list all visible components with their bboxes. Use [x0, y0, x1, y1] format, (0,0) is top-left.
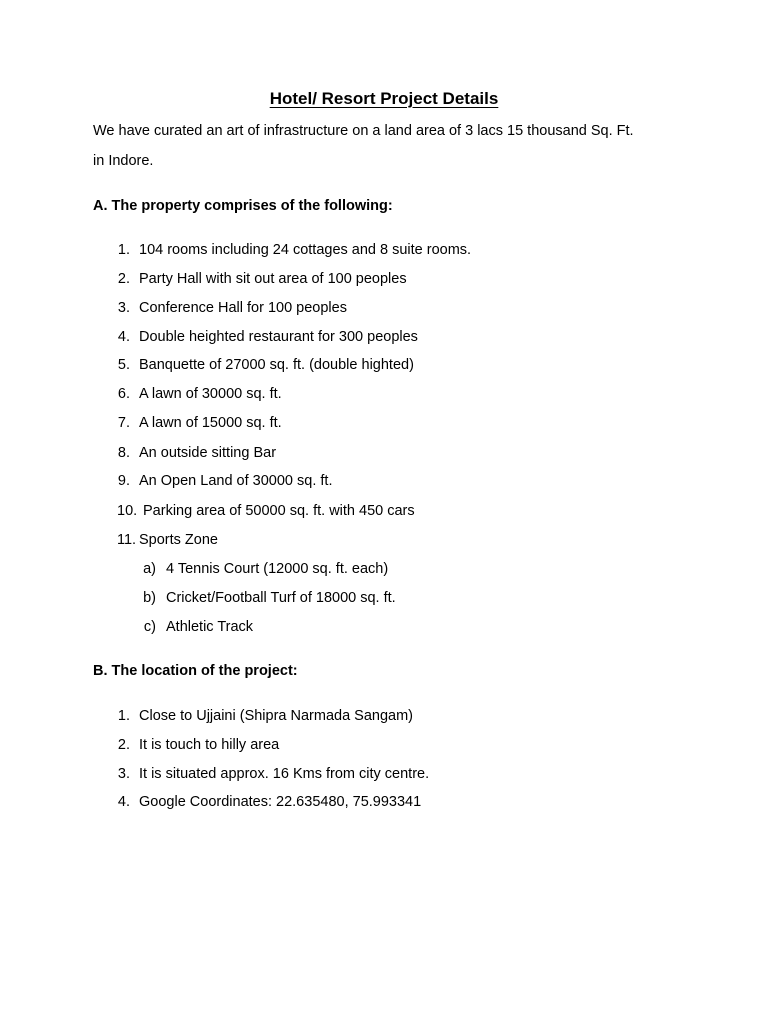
list-item-text: An Open Land of 30000 sq. ft.: [139, 473, 333, 489]
list-item-text: Google Coordinates: 22.635480, 75.993341: [139, 794, 422, 810]
document-title: Hotel/ Resort Project Details: [269, 89, 499, 108]
list-item-text: It is touch to hilly area: [139, 737, 280, 753]
list-item-number: 11.: [117, 532, 137, 548]
list-item-text: An outside sitting Bar: [139, 445, 277, 461]
list-item-number: 3.: [117, 766, 130, 782]
list-item-number: 2.: [117, 271, 130, 287]
list-item-text: A lawn of 15000 sq. ft.: [139, 415, 282, 431]
list-item-text: Sports Zone: [139, 532, 218, 548]
list-item-text: Double heighted restaurant for 300 peoples: [139, 329, 418, 345]
sub-list-item-text: Athletic Track: [166, 619, 254, 635]
list-item-number: 7.: [117, 415, 130, 431]
list-item-text: Party Hall with sit out area of 100 peoples: [139, 271, 407, 287]
intro-line-1: We have curated an art of infrastructure on a land area of 3 lacs 15 thousand Sq. Ft.: [93, 123, 634, 139]
list-item-number: 1.: [117, 242, 130, 258]
list-item-text: Conference Hall for 100 peoples: [139, 300, 347, 316]
list-item-number: 3.: [117, 300, 130, 316]
sub-list-item-letter: b): [143, 590, 156, 606]
section-b-heading: B. The location of the project:: [93, 663, 298, 679]
list-item-number: 9.: [117, 473, 130, 489]
list-item-text: 104 rooms including 24 cottages and 8 suite rooms.: [139, 242, 472, 258]
intro-line-2: in Indore.: [93, 153, 154, 169]
sub-list-item-letter: c): [143, 619, 156, 635]
sub-list-item-text: 4 Tennis Court (12000 sq. ft. each): [166, 561, 389, 577]
list-item-number: 4.: [117, 329, 130, 345]
list-item-number: 6.: [117, 386, 130, 402]
list-item-text: Parking area of 50000 sq. ft. with 450 cars: [143, 503, 415, 519]
list-item-number: 4.: [117, 794, 130, 810]
list-item-text: Banquette of 27000 sq. ft. (double highted): [139, 357, 414, 373]
list-item-number: 8.: [117, 445, 130, 461]
list-item-number: 10.: [117, 503, 138, 519]
list-item-number: 5.: [117, 357, 130, 373]
sub-list-item-text: Cricket/Football Turf of 18000 sq. ft.: [166, 590, 396, 606]
list-item-number: 1.: [117, 708, 130, 724]
list-item-text: It is situated approx. 16 Kms from city centre.: [139, 766, 430, 782]
sub-list-item-letter: a): [143, 561, 156, 577]
section-a-heading: A. The property comprises of the following:: [93, 198, 393, 214]
list-item-text: A lawn of 30000 sq. ft.: [139, 386, 282, 402]
list-item-text: Close to Ujjaini (Shipra Narmada Sangam): [139, 708, 414, 724]
list-item-number: 2.: [117, 737, 130, 753]
